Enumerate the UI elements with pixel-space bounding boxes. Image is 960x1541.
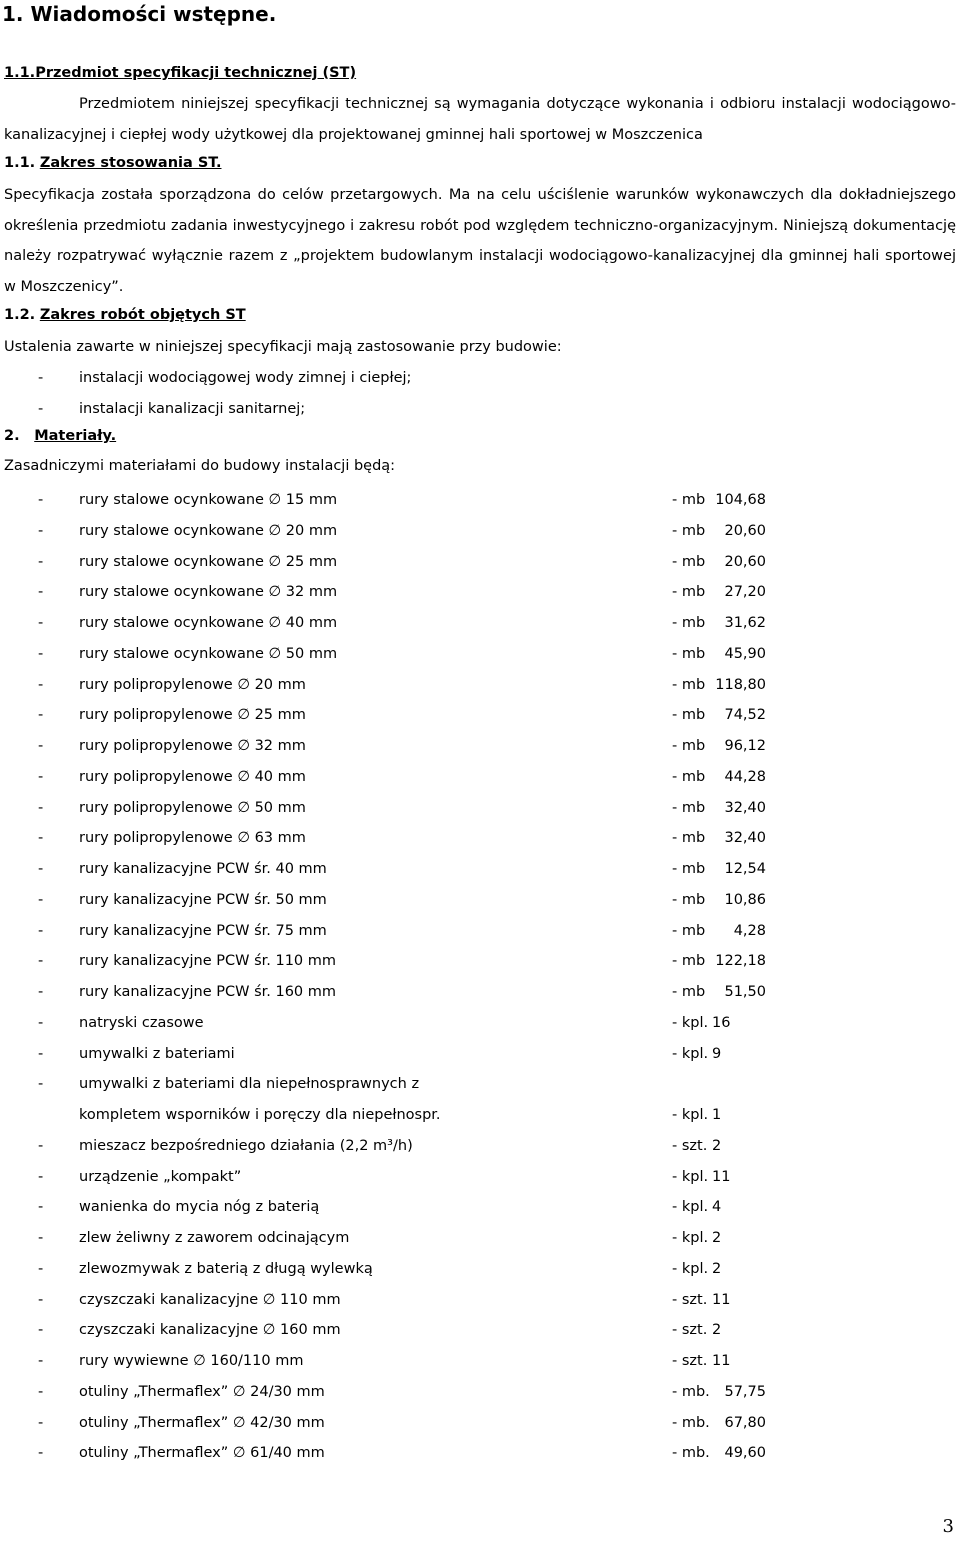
- section-number: 2.: [4, 428, 20, 444]
- list-dash: -: [38, 1322, 44, 1339]
- list-dash: -: [38, 1445, 44, 1462]
- material-quantity: 96,12: [724, 738, 766, 754]
- list-dash: -: [38, 1045, 44, 1062]
- section-1-1-heading: [4, 65, 356, 81]
- list-dash: -: [38, 1137, 44, 1154]
- material-name: rury polipropylenowe ∅ 63 mm: [79, 830, 306, 847]
- material-name: zlew żeliwny z zaworem odcinającym: [79, 1230, 350, 1246]
- material-name: rury kanalizacyjne PCW śr. 40 mm: [79, 861, 327, 877]
- material-name: rury stalowe ocynkowane ∅ 32 mm: [79, 584, 338, 601]
- material-quantity: 1: [712, 1107, 722, 1123]
- material-unit: - kpl.: [672, 1230, 709, 1246]
- list-dash: -: [38, 922, 44, 939]
- material-unit: - mb: [672, 830, 706, 847]
- material-quantity: 74,52: [724, 707, 766, 724]
- material-quantity: 12,54: [724, 861, 766, 877]
- material-name: rury stalowe ocynkowane ∅ 25 mm: [79, 553, 338, 570]
- material-name: otuliny „Thermaflex” ∅ 61/40 mm: [79, 1445, 325, 1462]
- material-name: rury stalowe ocynkowane ∅ 40 mm: [79, 615, 338, 631]
- section-title: Przedmiot specyfikacji technicznej (ST): [35, 65, 357, 81]
- material-quantity: 4: [712, 1199, 722, 1216]
- section-title: Materiały.: [34, 428, 117, 444]
- material-unit: - mb: [672, 584, 706, 601]
- material-unit: - mb: [672, 922, 706, 939]
- material-quantity: 44,28: [724, 768, 766, 785]
- material-quantity: 57,75: [724, 1383, 766, 1400]
- material-unit: - mb: [672, 799, 706, 816]
- material-quantity: 27,20: [724, 584, 766, 601]
- material-unit: - szt.: [672, 1322, 708, 1339]
- material-quantity: 4,28: [733, 922, 766, 939]
- material-quantity: 49,60: [724, 1445, 766, 1462]
- material-quantity: 11: [712, 1291, 731, 1308]
- material-unit: - mb: [672, 492, 706, 508]
- material-unit: - kpl.: [672, 1107, 709, 1123]
- material-unit: - szt.: [672, 1353, 708, 1369]
- scope-item-text: instalacji wodociągowej wody zimnej i ciepłej;: [79, 370, 412, 386]
- list-dash: -: [38, 799, 44, 816]
- material-name: czyszczaki kanalizacyjne ∅ 160 mm: [79, 1322, 341, 1339]
- list-dash: -: [38, 891, 44, 908]
- material-name: umywalki z bateriami dla niepełnosprawnych z: [79, 1076, 420, 1093]
- material-name: otuliny „Thermaflex” ∅ 42/30 mm: [79, 1414, 325, 1431]
- material-name: rury wywiewne ∅ 160/110 mm: [79, 1353, 304, 1369]
- material-quantity: 2: [712, 1230, 722, 1246]
- material-name: rury stalowe ocynkowane ∅ 50 mm: [79, 645, 338, 662]
- list-dash: -: [38, 492, 44, 508]
- material-name: rury kanalizacyjne PCW śr. 160 mm: [79, 984, 337, 1000]
- list-dash: -: [38, 953, 44, 970]
- material-unit: - mb: [672, 522, 706, 539]
- material-unit: - kpl.: [672, 1168, 709, 1185]
- list-dash: -: [38, 615, 44, 631]
- material-unit: - mb: [672, 645, 706, 662]
- list-dash: -: [38, 1260, 44, 1277]
- paragraph-purpose: Specyfikacja została sporządzona do celów przetargowych. Ma na celu uściślenie warunków wykonawczych dla dokładniejszego określenia przedmiotu zadania inwestycyjnego i zakresu robót pod względem techniczno-organizacyjnym. Niniejszą dokumentację należy rozpatrywać wyłącznie razem z „projektem budowlanym instalacji wodociągowo-kanalizacyjnej dla gminnej hali sportowej w Moszczenicy”.: [4, 187, 956, 295]
- page-number: 3: [942, 1516, 954, 1537]
- material-unit: - kpl.: [672, 1260, 709, 1277]
- section-title: Zakres robót objętych ST: [39, 307, 246, 323]
- section-1-1-scope-heading: [4, 155, 221, 171]
- material-name: rury kanalizacyjne PCW śr. 75 mm: [79, 922, 327, 939]
- list-dash: -: [38, 984, 44, 1000]
- scope-item-text: instalacji kanalizacji sanitarnej;: [79, 401, 306, 417]
- list-dash: -: [38, 1291, 44, 1308]
- material-unit: - mb: [672, 984, 706, 1000]
- list-dash: -: [38, 1014, 44, 1031]
- material-unit: - szt.: [672, 1291, 708, 1308]
- list-dash: -: [38, 1230, 44, 1246]
- material-quantity: 2: [712, 1322, 722, 1339]
- material-name: rury stalowe ocynkowane ∅ 20 mm: [79, 522, 338, 539]
- material-quantity: 2: [712, 1137, 722, 1154]
- list-dash: -: [38, 1353, 44, 1369]
- list-dash: -: [38, 676, 44, 693]
- material-quantity: 2: [712, 1260, 722, 1277]
- material-quantity: 32,40: [724, 830, 766, 847]
- material-unit: - mb: [672, 891, 706, 908]
- list-dash: -: [38, 553, 44, 570]
- section-number: 1.1.: [4, 155, 36, 171]
- material-unit: - mb: [672, 953, 706, 970]
- material-name: wanienka do mycia nóg z baterią: [79, 1199, 320, 1216]
- material-name: otuliny „Thermaflex” ∅ 24/30 mm: [79, 1383, 325, 1400]
- material-name: urządzenie „kompakt”: [79, 1168, 242, 1185]
- material-name: rury kanalizacyjne PCW śr. 110 mm: [79, 953, 337, 970]
- material-quantity: 67,80: [724, 1414, 766, 1431]
- material-quantity: 20,60: [724, 522, 766, 539]
- page-heading: 1. Wiadomości wstępne.: [2, 2, 277, 26]
- list-dash: -: [38, 1168, 44, 1185]
- material-quantity: 51,50: [724, 984, 766, 1000]
- material-quantity: 118,80: [715, 676, 766, 693]
- material-name: mieszacz bezpośredniego działania (2,2 m³/h): [79, 1137, 413, 1154]
- material-name: rury stalowe ocynkowane ∅ 15 mm: [79, 492, 338, 508]
- material-quantity: 9: [712, 1045, 722, 1062]
- material-unit: - kpl.: [672, 1199, 709, 1216]
- paragraph-materials: Zasadniczymi materiałami do budowy instalacji będą:: [4, 458, 396, 474]
- list-dash: -: [38, 1199, 44, 1216]
- material-name: rury polipropylenowe ∅ 32 mm: [79, 738, 306, 754]
- material-quantity: 10,86: [724, 891, 766, 908]
- material-quantity: 45,90: [724, 645, 766, 662]
- list-dash: -: [38, 861, 44, 877]
- material-name: natryski czasowe: [79, 1014, 204, 1031]
- material-unit: - mb: [672, 861, 706, 877]
- material-unit: - mb: [672, 615, 706, 631]
- material-quantity: 104,68: [715, 492, 766, 508]
- section-title: Zakres stosowania ST.: [39, 155, 222, 171]
- material-name: rury polipropylenowe ∅ 25 mm: [79, 707, 306, 724]
- material-unit: - mb.: [672, 1414, 710, 1431]
- material-unit: - mb.: [672, 1383, 710, 1400]
- material-name: rury polipropylenowe ∅ 20 mm: [79, 676, 306, 693]
- material-quantity: 11: [712, 1168, 731, 1185]
- material-quantity: 31,62: [724, 615, 766, 631]
- material-unit: - mb: [672, 768, 706, 785]
- list-dash: -: [38, 401, 44, 417]
- list-dash: -: [38, 645, 44, 662]
- material-unit: - mb: [672, 707, 706, 724]
- list-dash: -: [38, 370, 44, 386]
- material-name: rury polipropylenowe ∅ 50 mm: [79, 799, 306, 816]
- material-name: kompletem wsporników i poręczy dla niepełnospr.: [79, 1107, 441, 1123]
- list-dash: -: [38, 584, 44, 601]
- paragraph-subject: Przedmiotem niniejszej specyfikacji technicznej są wymagania dotyczące wykonania i odbioru instalacji wodociągowo-kanalizacyjnej i ciepłej wody użytkowej dla projektowanej gminnej hali sportowej w Moszczenica: [4, 96, 956, 143]
- material-unit: - kpl.: [672, 1045, 709, 1062]
- list-dash: -: [38, 707, 44, 724]
- material-unit: - mb: [672, 676, 706, 693]
- material-quantity: 32,40: [724, 799, 766, 816]
- material-quantity: 122,18: [715, 953, 766, 970]
- material-quantity: 16: [712, 1014, 731, 1031]
- material-name: umywalki z bateriami: [79, 1045, 235, 1062]
- list-dash: -: [38, 830, 44, 847]
- material-name: rury polipropylenowe ∅ 40 mm: [79, 768, 306, 785]
- list-dash: -: [38, 522, 44, 539]
- material-unit: - mb: [672, 553, 706, 570]
- material-quantity: 11: [712, 1353, 731, 1369]
- material-name: zlewozmywak z baterią z długą wylewką: [79, 1260, 373, 1277]
- list-dash: -: [38, 1383, 44, 1400]
- material-quantity: 20,60: [724, 553, 766, 570]
- section-number: 1.1.: [4, 65, 36, 81]
- paragraph-scope: Ustalenia zawarte w niniejszej specyfikacji mają zastosowanie przy budowie:: [4, 339, 562, 355]
- section-1-2-heading: [4, 307, 246, 323]
- material-unit: - szt.: [672, 1137, 708, 1154]
- section-number: 1.2.: [4, 307, 36, 323]
- material-name: czyszczaki kanalizacyjne ∅ 110 mm: [79, 1291, 341, 1308]
- list-dash: -: [38, 768, 44, 785]
- material-name: rury kanalizacyjne PCW śr. 50 mm: [79, 891, 327, 908]
- material-unit: - mb: [672, 738, 706, 754]
- list-dash: -: [38, 738, 44, 754]
- list-dash: -: [38, 1414, 44, 1431]
- list-dash: -: [38, 1076, 44, 1093]
- material-unit: - kpl.: [672, 1014, 709, 1031]
- section-2-heading: [4, 428, 116, 444]
- material-unit: - mb.: [672, 1445, 710, 1462]
